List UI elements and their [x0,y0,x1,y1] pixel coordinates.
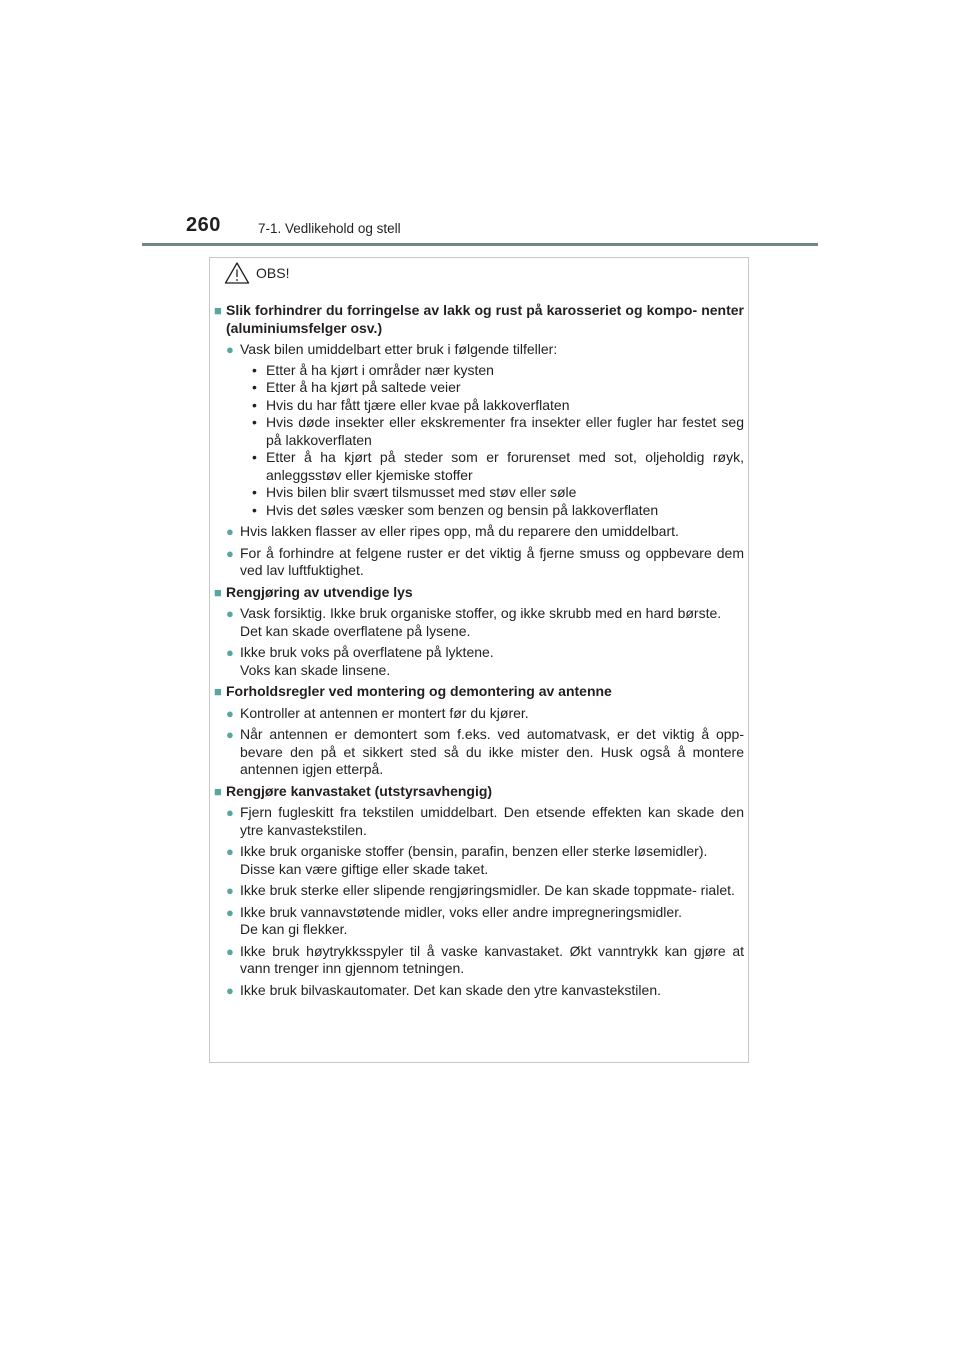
bullet-line: Vask forsiktig. Ikke bruk organiske stoffer, og ikke skrubb med en hard børste. [240,605,722,621]
section-heading [214,683,744,701]
bullet-body [240,545,744,580]
bullet-text: For å forhindre at felgene ruster er det viktig å fjerne smuss og oppbevare dem ved lav luftfuktighet. [240,544,744,578]
section-heading [214,783,744,801]
bullet-lines [240,644,744,679]
sub-item [252,449,744,484]
bullet-item [226,644,744,679]
circle-bullet-icon: ● [226,805,234,820]
bullet-lines [240,904,744,939]
small-bullet-icon: • [252,449,257,465]
bullet-body [240,904,744,939]
bullet-lines [240,605,744,640]
caution-label: OBS! [256,265,290,281]
sub-item [252,484,744,502]
bullet-body [240,705,744,723]
small-bullet-icon: • [252,396,257,413]
section-heading [214,302,744,337]
bullet-body [240,843,744,878]
circle-bullet-icon: ● [226,883,234,898]
circle-bullet-icon: ● [226,524,234,539]
bullet-item [226,341,744,519]
bullet-item [226,726,744,779]
notice-section [214,683,744,779]
sub-item-text: Etter å ha kjørt på steder som er forurenset med sot, oljeholdig røyk, anleggsstøv eller kjemiske stoffer [266,449,744,483]
sub-item-text: Hvis det søles væsker som benzen og bensin på lakkoverflaten [266,501,659,518]
notice-section [214,302,744,580]
sub-item [252,362,744,380]
circle-bullet-icon: ● [226,705,234,721]
bullet-item [226,904,744,939]
sub-item-text: Etter å ha kjørt i områder nær kysten [266,361,494,378]
bullet-item [226,804,744,839]
sub-item [252,379,744,397]
sub-item-text: Hvis bilen blir svært tilsmusset med støv eller søle [266,484,577,500]
bullet-item [226,982,744,1000]
circle-bullet-icon: ● [226,342,234,357]
small-bullet-icon: • [252,361,257,378]
bullet-body [240,341,744,519]
bullet-item [226,545,744,580]
bullet-line: Disse kan være giftige eller skade taket. [240,860,489,877]
sub-list [240,362,744,520]
circle-bullet-icon: ● [226,904,234,920]
bullet-body [240,804,744,839]
chapter-title: 7-1. Vedlikehold og stell [258,221,401,236]
bullet-text: Fjern fugleskitt fra tekstilen umiddelbart. Den etsende effekten kan skade den ytre kanvastekstilen. [240,804,744,838]
circle-bullet-icon: ● [226,606,234,621]
sub-item-text: Hvis døde insekter eller ekskrementer fra insekter eller fugler har festet seg på lakkoverflaten [266,414,744,448]
sub-item-text: Etter å ha kjørt på saltede veier [266,379,461,395]
bullet-line: Det kan skade overflatene på lysene. [240,622,471,639]
small-bullet-icon: • [252,414,257,430]
bullet-body [240,943,744,978]
bullet-line: Voks kan skade linsene. [240,661,391,678]
section-heading-text: Rengjøre kanvastaket (utstyrsavhengig) [226,782,493,799]
square-bullet-icon: ■ [214,303,222,318]
circle-bullet-icon: ● [226,844,234,859]
square-bullet-icon: ■ [214,584,222,600]
bullet-text: Kontroller at antennen er montert før du kjører. [240,704,529,721]
section-heading-text: Slik forhindrer du forringelse av lakk og rust på karosseriet og kompo- nenter (aluminiumsfelger osv.) [226,302,744,336]
sub-item [252,502,744,520]
bullet-item [226,605,744,640]
bullet-text: Når antennen er demontert som f.eks. ved automatvask, er det viktig å opp- bevare den på et sikkert sted så du ikke mister den. Husk også å montere antennen igjen etterpå. [240,726,744,777]
sub-item [252,397,744,415]
bullet-line: Ikke bruk vannavstøtende midler, voks eller andre impregneringsmidler. [240,903,682,920]
page-number: 260 [186,214,221,236]
bullet-text: Ikke bruk høytrykksspyler til å vaske kanvastaket. Økt vanntrykk kan gjøre at vann trenger inn gjennom tetningen. [240,942,744,976]
section-heading-text: Forholdsregler ved montering og demontering av antenne [226,683,612,699]
sub-item [252,414,744,449]
caution-header [224,258,289,288]
bullet-body [240,726,744,779]
small-bullet-icon: • [252,379,257,395]
small-bullet-icon: • [252,484,257,500]
bullet-body [240,605,744,640]
section-heading-text: Rengjøring av utvendige lys [226,583,413,600]
bullet-line: Ikke bruk voks på overflatene på lyktene. [240,644,494,660]
bullet-body [240,882,744,900]
small-bullet-icon: • [252,501,257,518]
bullet-line: Ikke bruk organiske stoffer (bensin, parafin, benzen eller sterke løsemidler). [240,843,708,859]
bullet-item [226,843,744,878]
circle-bullet-icon: ● [226,545,234,561]
bullet-item [226,882,744,900]
bullet-lines [240,843,744,878]
sub-item-text: Hvis du har fått tjære eller kvae på lakkoverflaten [266,396,570,413]
circle-bullet-icon: ● [226,982,234,998]
warning-triangle-icon [224,261,250,285]
bullet-body [240,644,744,679]
bullet-text: Ikke bruk sterke eller slipende rengjøringsmidler. De kan skade toppmate- rialet. [240,882,735,898]
caution-content [214,302,744,1003]
bullet-text: Vask bilen umiddelbart etter bruk i følgende tilfeller: [240,341,558,357]
square-bullet-icon: ■ [214,783,222,799]
bullet-body [240,523,744,541]
circle-bullet-icon: ● [226,645,234,660]
bullet-item [226,705,744,723]
bullet-text: Hvis lakken flasser av eller ripes opp, må du reparere den umiddelbart. [240,523,679,539]
notice-section [214,584,744,680]
bullet-line: De kan gi flekker. [240,921,348,937]
section-heading [214,584,744,602]
square-bullet-icon: ■ [214,684,222,699]
bullet-text: Ikke bruk bilvaskautomater. Det kan skade den ytre kanvastekstilen. [240,981,661,998]
bullet-body [240,982,744,1000]
header-rule [142,243,818,246]
bullet-item [226,523,744,541]
notice-section [214,783,744,1000]
circle-bullet-icon: ● [226,727,234,742]
bullet-item [226,943,744,978]
circle-bullet-icon: ● [226,943,234,959]
